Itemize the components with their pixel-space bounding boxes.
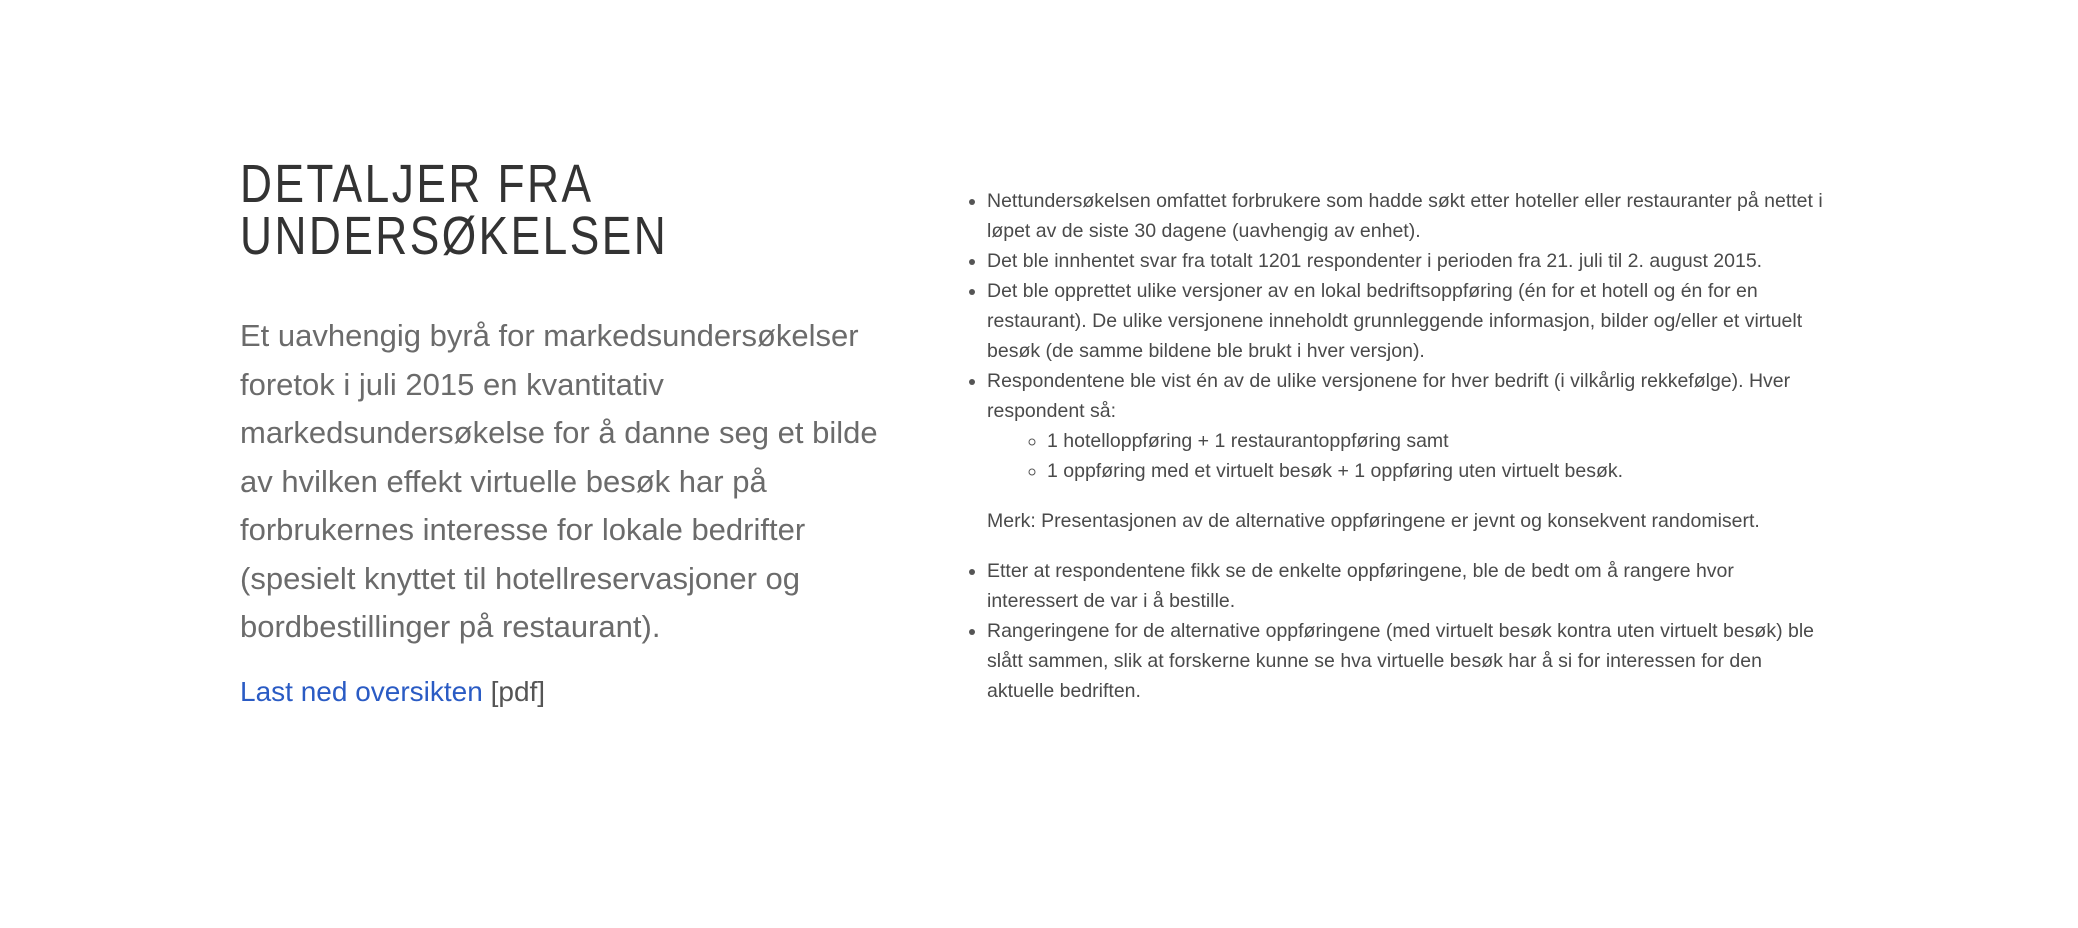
- list-item: • Det ble innhentet svar fra totalt 1201 respondenter i perioden fra 21. juli til 2. august 2015.: [987, 246, 1830, 276]
- randomization-note: Merk: Presentasjonen av de alternative oppføringene er jevnt og konsekvent randomisert.: [987, 510, 1760, 532]
- sub-list-item: ◦ 1 oppføring med et virtuelt besøk + 1 oppføring uten virtuelt besøk.: [1047, 456, 1830, 486]
- list-item: • Etter at respondentene fikk se de enkelte oppføringene, ble de bedt om å rangere hvor interessert de var i å bestille.: [987, 556, 1830, 616]
- sub-list-item: ◦ 1 hotelloppføring + 1 restaurantoppføring samt: [1047, 426, 1830, 456]
- sub-list: [987, 426, 1830, 486]
- details-column: [960, 186, 1830, 706]
- download-overview-link[interactable]: Last ned oversikten: [240, 676, 483, 707]
- page-title-line-2: UNDERSØKELSEN: [240, 206, 669, 266]
- summary-column: [240, 154, 880, 707]
- list-item: • Det ble opprettet ulike versjoner av en lokal bedriftsoppføring (én for et hotell og én for en restaurant). De ulike versjonene inneholdt grunnleggende informasjon, bilder og/eller et virtuelt besøk (de samme bildene ble brukt i hver versjon).: [987, 276, 1830, 366]
- list-item: • Nettundersøkelsen omfattet forbrukere som hadde søkt etter hoteller eller restauranter på nettet i løpet av de siste 30 dagene (uavhengig av enhet).: [987, 186, 1830, 246]
- list-item-text: Respondentene ble vist én av de ulike versjonene for hver bedrift (i vilkårlig rekkefølge). Hver respondent så:: [987, 370, 1791, 422]
- list-item: • Rangeringene for de alternative oppføringene (med virtuelt besøk kontra uten virtuelt besøk) ble slått sammen, slik at forskerne kunne se hva virtuelle besøk har å si for interessen for den aktuelle bedriften.: [987, 616, 1830, 706]
- details-list: [960, 186, 1830, 486]
- details-list-continued: [960, 556, 1830, 706]
- file-format-label: [pdf]: [490, 676, 546, 707]
- page-title-line-1: DETALJER FRA: [240, 154, 594, 214]
- list-item-with-sublist: [987, 366, 1830, 486]
- page-title: [240, 154, 765, 266]
- download-row: [240, 672, 545, 712]
- intro-paragraph: Et uavhengig byrå for markedsundersøkelser foretok i juli 2015 en kvantitativ markedsundersøkelse for å danne seg et bilde av hvilken effekt virtuelle besøk har på forbrukernes interesse for lokale bedrifter (spesielt knyttet til hotellreservasjoner og bordbestillinger på restaurant).: [240, 318, 878, 644]
